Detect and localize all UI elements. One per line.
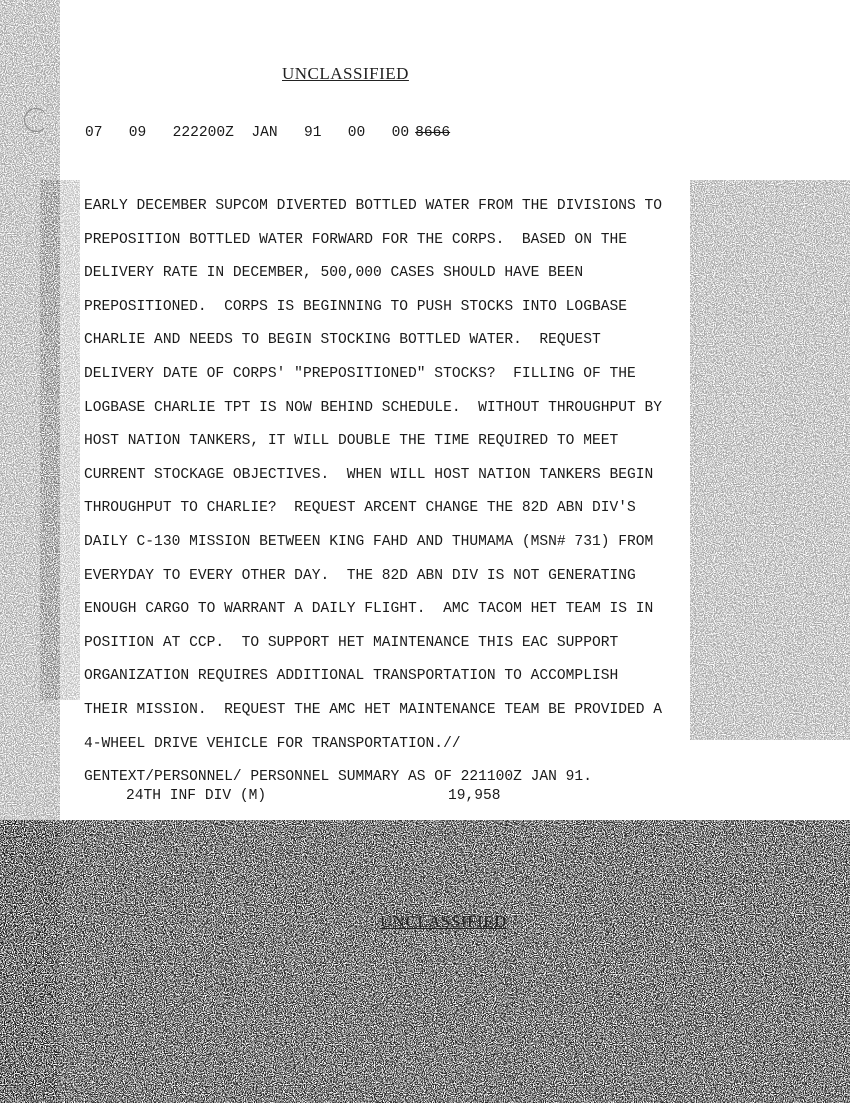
message-header <box>85 125 450 141</box>
summary-unit: 24TH INF DIV (M) <box>126 788 267 804</box>
body-line: DAILY C-130 MISSION BETWEEN KING FAHD AND THUMAMA (MSN# 731) FROM <box>84 533 654 550</box>
body-line: PREPOSITIONED. CORPS IS BEGINNING TO PUSH STOCKS INTO LOGBASE <box>84 298 627 315</box>
header-field: 07 <box>85 125 103 141</box>
header-field: 00 <box>391 125 410 141</box>
header-field: 222200Z <box>172 125 234 141</box>
punch-hole-mark <box>24 108 48 132</box>
body-line: THEIR MISSION. REQUEST THE AMC HET MAINTENANCE TEAM BE PROVIDED A <box>84 701 663 718</box>
header-struck-field: 8666 <box>415 125 451 141</box>
header-field: JAN <box>251 125 278 141</box>
classification-marking-top: UNCLASSIFIED <box>282 64 409 83</box>
body-line: EARLY DECEMBER SUPCOM DIVERTED BOTTLED WATER FROM THE DIVISIONS TO <box>84 198 663 214</box>
body-line: ENOUGH CARGO TO WARRANT A DAILY FLIGHT. AMC TACOM HET TEAM IS IN <box>84 601 654 618</box>
body-line: CURRENT STOCKAGE OBJECTIVES. WHEN WILL HOST NATION TANKERS BEGIN <box>84 466 654 483</box>
body-line: PREPOSITION BOTTLED WATER FORWARD FOR THE CORPS. BASED ON THE <box>84 231 627 248</box>
classification-marking-bottom: UNCLASSIFIED <box>380 912 507 931</box>
body-line: THROUGHPUT TO CHARLIE? REQUEST ARCENT CHANGE THE 82D ABN DIV'S <box>84 500 636 517</box>
body-line: POSITION AT CCP. TO SUPPORT HET MAINTENANCE THIS EAC SUPPORT <box>84 634 619 651</box>
body-line: HOST NATION TANKERS, IT WILL DOUBLE THE TIME REQUIRED TO MEET <box>84 433 619 450</box>
message-body <box>84 190 824 795</box>
body-line: LOGBASE CHARLIE TPT IS NOW BEHIND SCHEDULE. WITHOUT THROUGHPUT BY <box>84 399 663 416</box>
header-field: 09 <box>128 125 147 141</box>
summary-count: 19,958 <box>448 788 501 804</box>
body-line: DELIVERY DATE OF CORPS' "PREPOSITIONED" STOCKS? FILLING OF THE <box>84 365 636 382</box>
body-line: 4-WHEEL DRIVE VEHICLE FOR TRANSPORTATION.// <box>84 735 461 752</box>
body-line: ORGANIZATION REQUIRES ADDITIONAL TRANSPORTATION TO ACCOMPLISH <box>84 668 619 685</box>
body-line: EVERYDAY TO EVERY OTHER DAY. THE 82D ABN DIV IS NOT GENERATING <box>84 567 636 584</box>
body-line: CHARLIE AND NEEDS TO BEGIN STOCKING BOTTLED WATER. REQUEST <box>84 332 601 349</box>
header-field: 91 <box>303 125 322 141</box>
body-line: DELIVERY RATE IN DECEMBER, 500,000 CASES SHOULD HAVE BEEN <box>84 265 584 282</box>
header-field: 00 <box>347 125 366 141</box>
body-line: GENTEXT/PERSONNEL/ PERSONNEL SUMMARY AS OF 221100Z JAN 91. <box>84 769 592 786</box>
